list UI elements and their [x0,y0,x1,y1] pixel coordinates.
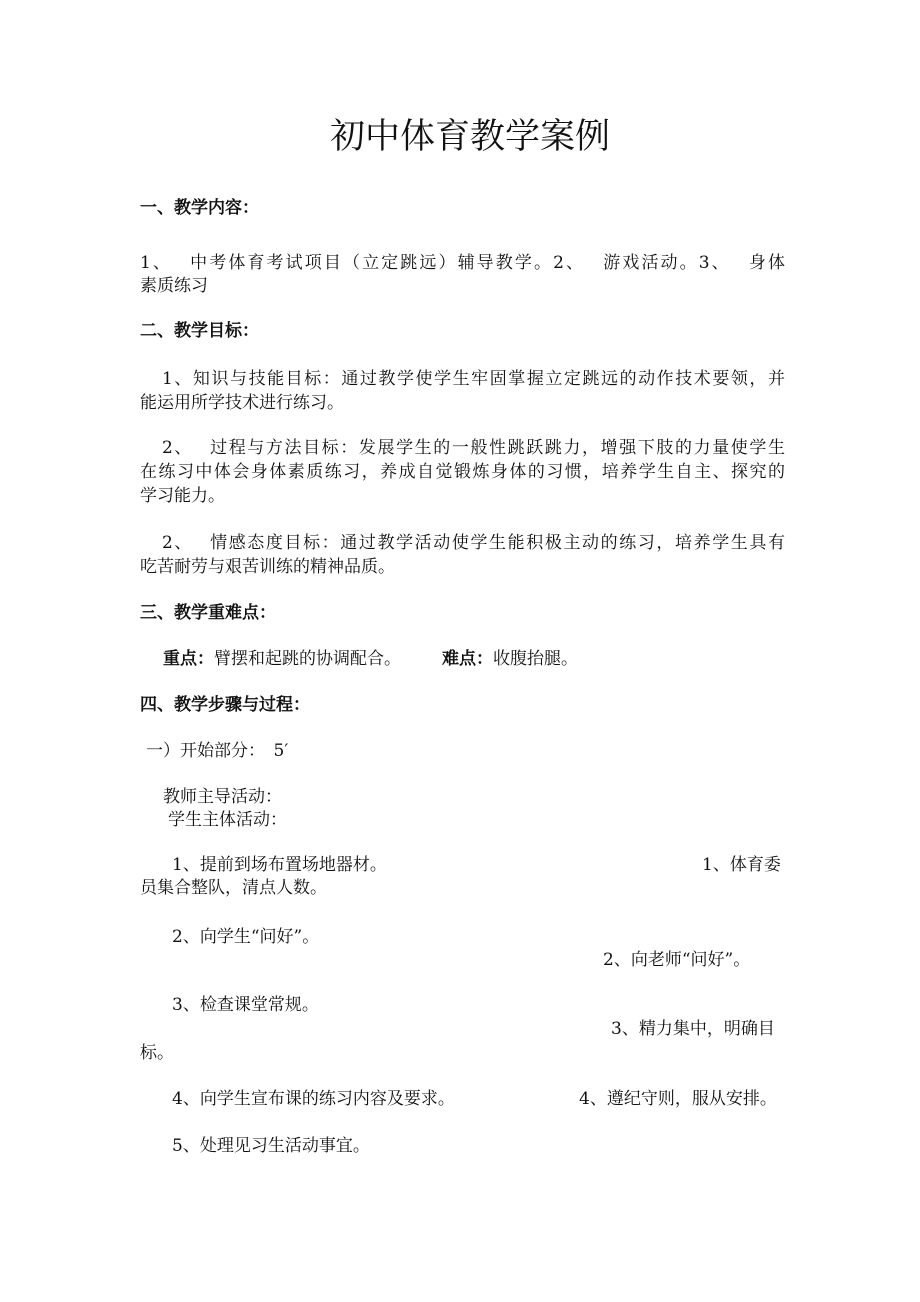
student-step: 4、遵纪守则，服从安排。 [579,1089,777,1109]
paragraph-line: 学习能力。 [140,486,225,506]
section-heading: 四、教学步骤与过程： [140,695,310,715]
student-step: 3、精力集中，明确目 [611,1019,775,1039]
key-points-line [163,647,401,671]
student-step: 1、体育委 [702,855,781,875]
student-label: 学生主体活动： [168,810,287,830]
difficulty-label: 难点： [442,649,493,669]
document-title: 初中体育教学案例 [329,117,610,157]
section-heading: 一、教学内容： [140,198,259,218]
teacher-step: 5、处理见习生活动事宜。 [172,1136,370,1156]
difficulty-line [442,647,578,671]
teacher-step: 1、提前到场布置场地器材。 [172,855,387,875]
student-step: 2、向老师“问好”。 [603,950,751,970]
teacher-step: 3、检查课堂常规。 [172,995,319,1015]
key-label: 重点： [163,649,214,669]
student-step: 员集合整队，清点人数。 [140,878,327,898]
paragraph-line: 2、 过程与方法目标：发展学生的一般性跳跃跳力，增强下肢的力量使学生 [162,438,785,458]
paragraph-line: 素质练习 [140,276,208,296]
paragraph-line: 能运用所学技术进行练习。 [140,393,344,413]
part-heading: 一）开始部分： 5′ [146,741,289,761]
section-heading: 二、教学目标： [140,321,259,341]
paragraph-line: 在练习中体会身体素质练习，养成自觉锻炼身体的习惯，培养学生自主、探究的 [140,462,785,482]
paragraph-line: 2、 情感态度目标：通过教学活动使学生能积极主动的练习，培养学生具有 [162,533,785,553]
difficulty-text: 收腹抬腿。 [493,649,578,669]
student-step: 标。 [140,1043,174,1063]
teacher-label: 教师主导活动： [163,787,282,807]
section-heading: 三、教学重难点： [140,603,276,623]
paragraph-line: 1、知识与技能目标：通过教学使学生牢固掌握立定跳远的动作技术要领，并 [162,369,785,389]
paragraph-line: 吃苦耐劳与艰苦训练的精神品质。 [140,557,395,577]
teacher-step: 4、向学生宣布课的练习内容及要求。 [172,1089,455,1109]
key-text: 臂摆和起跳的协调配合。 [214,649,401,669]
paragraph-line: 1、 中考体育考试项目（立定跳远）辅导教学。2、 游戏活动。3、 身体 [140,253,785,273]
teacher-step: 2、向学生“问好”。 [172,927,320,947]
